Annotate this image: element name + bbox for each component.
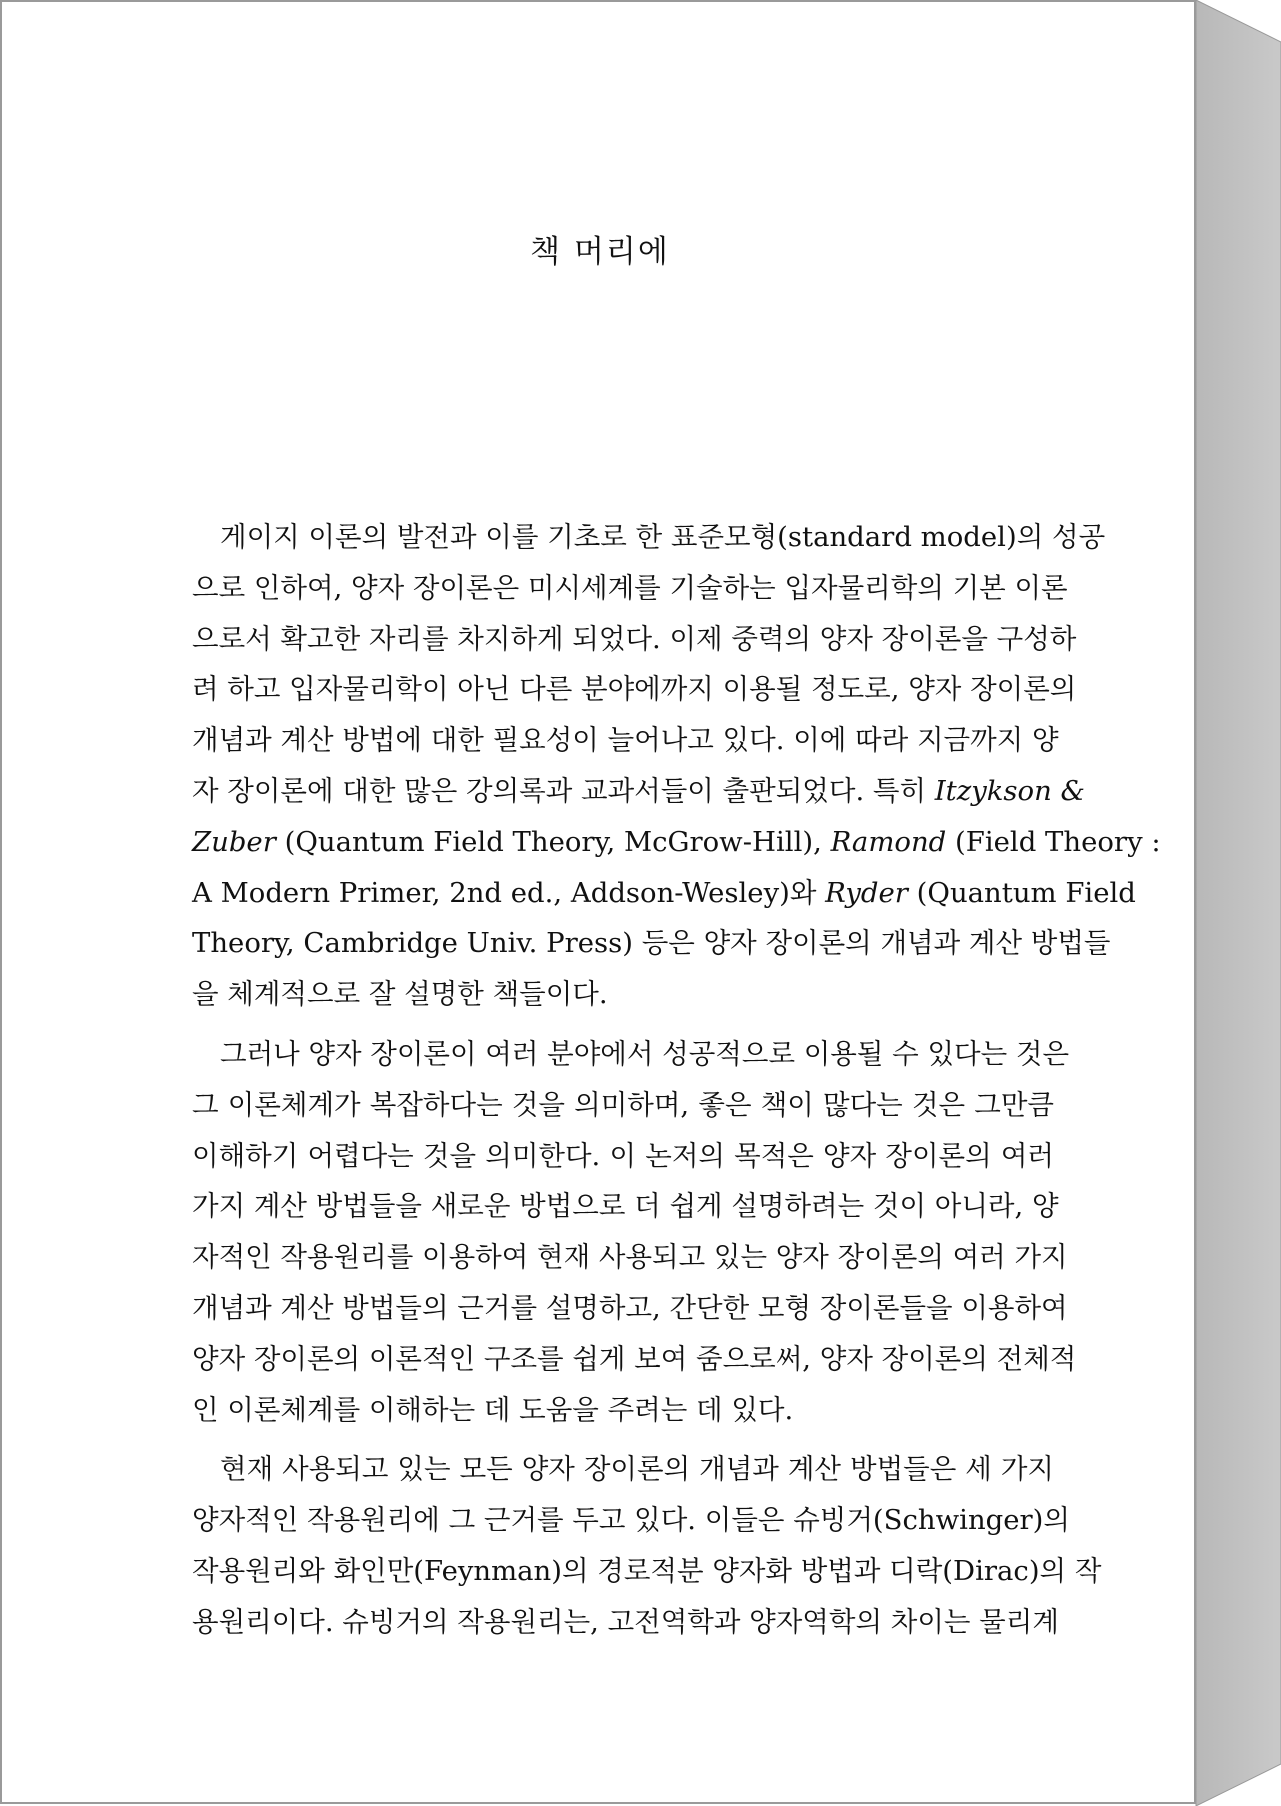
- text-line: 으로 인하여, 양자 장이론은 미시세계를 기술하는 입자물리학의 기본 이론: [192, 571, 1068, 604]
- text-line: 용원리이다. 슈빙거의 작용원리는, 고전역학과 양자역학의 차이는 물리계: [192, 1605, 1059, 1638]
- text-line: 현재 사용되고 있는 모든 양자 장이론의 개념과 계산 방법들은 세 가지: [220, 1453, 1054, 1486]
- text-line: 을 체계적으로 잘 설명한 책들이다.: [192, 978, 608, 1011]
- text-line: 개념과 계산 방법들의 근거를 설명하고, 간단한 모형 장이론들을 이용하여: [192, 1291, 1068, 1324]
- text-line: 이해하기 어렵다는 것을 의미한다. 이 논저의 목적은 양자 장이론의 여러: [192, 1139, 1054, 1172]
- text-line: 으로서 확고한 자리를 차지하게 되었다. 이제 중력의 양자 장이론을 구성하: [192, 622, 1077, 655]
- page-title: 책 머리에: [530, 234, 670, 270]
- text-line: 게이지 이론의 발전과 이를 기초로 한 표준모형(standard model)의 성공: [220, 521, 1106, 553]
- text-line: 인 이론체계를 이해하는 데 도움을 주려는 데 있다.: [192, 1393, 794, 1426]
- text-line: 려 하고 입자물리학이 아닌 다른 분야에까지 이용될 정도로, 양자 장이론의: [192, 673, 1077, 706]
- text-line: 양자적인 작용원리에 그 근거를 두고 있다. 이들은 슈빙거(Schwinger)의: [192, 1504, 1070, 1537]
- body-text: [192, 512, 1161, 1648]
- text-line: 가지 계산 방법들을 새로운 방법으로 더 쉽게 설명하려는 것이 아니라, 양: [192, 1190, 1059, 1223]
- book-side-edge: [1196, 0, 1281, 1806]
- text-line: 그 이론체계가 복잡하다는 것을 의미하며, 좋은 책이 많다는 것은 그만큼: [192, 1088, 1054, 1121]
- text-line: 양자 장이론의 이론적인 구조를 쉽게 보여 줌으로써, 양자 장이론의 전체적: [192, 1342, 1077, 1375]
- text-line: 그러나 양자 장이론이 여러 분야에서 성공적으로 이용될 수 있다는 것은: [220, 1037, 1070, 1070]
- text-line: 자 장이론에 대한 많은 강의록과 교과서들이 출판되었다. 특히 Itzykson &: [192, 774, 1085, 807]
- text-line: 작용원리와 화인만(Feynman)의 경로적분 양자화 방법과 디락(Dirac)의 작: [192, 1554, 1102, 1587]
- text-line: A Modern Primer, 2nd ed., Addson-Wesley)와 Ryder (Quantum Field: [192, 876, 1136, 909]
- text-line: 개념과 계산 방법에 대한 필요성이 늘어나고 있다. 이에 따라 지금까지 양: [192, 724, 1059, 757]
- text-line: Zuber (Quantum Field Theory, McGrow-Hill), Ramond (Field Theory :: [192, 825, 1161, 858]
- text-line: Theory, Cambridge Univ. Press) 등은 양자 장이론의 개념과 계산 방법들: [192, 927, 1111, 960]
- text-line: 자적인 작용원리를 이용하여 현재 사용되고 있는 양자 장이론의 여러 가지: [192, 1241, 1068, 1274]
